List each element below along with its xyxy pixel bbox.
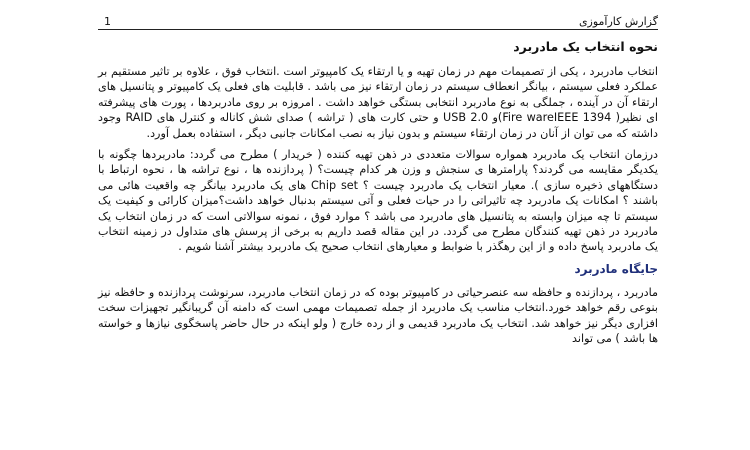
- document-body: [98, 38, 658, 353]
- page-number: 1: [104, 15, 111, 28]
- section-heading-motherboard-selection: نحوه انتخاب یک مادربرد: [513, 39, 658, 54]
- paragraph-intro: انتخاب مادربرد ، یکی از تصمیمات مهم در زمان تهیه و یا ارتقاء یک کامپیوتر است .انتخاب فوق ، علاوه بر تاثیر مستقیم بر عملکرد فعلی سیستم ، بیانگر انعطاف سیستم در زمان ارتقاء نیز می باشد . قابلیت های فعلی یک کامپیوتر و پتانسیل های ارتقاء آن در آینده ، جملگی به نوع مادربرد انتخابی بستگی خواهد داشت . امروزه بر روی مادربردها ، پورت های پیشرفته ای نظیر( Fire wareIEEE 1394)و USB 2.0 و حتی کارت های ( تراشه ) صدای شش کاناله و کنترل های RAID وجود داشته که می توان از آنان در زمان ارتقاء سیستم و بدون نیاز به نصب امکانات جانبی دیگر ، استفاده بعمل آورد.: [98, 65, 659, 140]
- section-heading-motherboard-position: جایگاه مادربرد: [574, 261, 658, 276]
- header-title: گزارش کارآموزی: [578, 15, 658, 28]
- paragraph-questions: درزمان انتخاب یک مادربرد همواره سوالات متعددی در ذهن تهیه کننده ( خریدار ) مطرح می گردد: مادربردها چگونه با یکدیگر مقایسه می گردند؟ پارامترها ی سنجش و وزن هر کدام چیست؟ ( پردازنده ها ، نوع تراشه ها ، نحوه ارتباط با دستگاههای ذخیره سازی ). معیار انتخاب یک مادربرد چیست ؟ Chip set های یک مادربرد بیانگر چه واقعیت هائی می باشند ؟ امکانات یک مادربرد چه تاثیراتی را در حیات فعلی و آتی سیستم بدنبال خواهد داشت؟میزان کارائی و کیفیت یک سیستم تا چه میزان وابسته به پتانسیل های مادربرد می باشد ؟ موارد فوق ، نمونه سوالاتی است که در زمان انتخاب یک مادربرد در ذهن تهیه کنندگان مطرح می گردد. در این مقاله قصد داریم به برخی از پرسش های متداول در زمینه انتخاب یک مادربرد پاسخ داده و از این رهگذر با ضوابط و معیارهای انتخاب صحیح یک مادربرد بیشتر آشنا شویم .: [98, 148, 658, 254]
- page-header: [98, 13, 658, 30]
- paragraph-position: مادربرد ، پردازنده و حافظه سه عنصرحیاتی در کامپیوتر بوده که در زمان انتخاب مادربرد، سرنوشت پردازنده و حافظه نیز بنوعی رقم خواهد خورد.انتخاب مناسب یک مادربرد از جمله تصمیمات مهمی است که دامنه آن گریبانگیر تجهیزات سخت افزاری دیگر نیز خواهد شد. انتخاب یک مادربرد قدیمی و از رده خارج ( ولو اینکه در حال حاضر پاسخگوی نیازها و خواسته ها باشد ) می تواند: [98, 285, 658, 346]
